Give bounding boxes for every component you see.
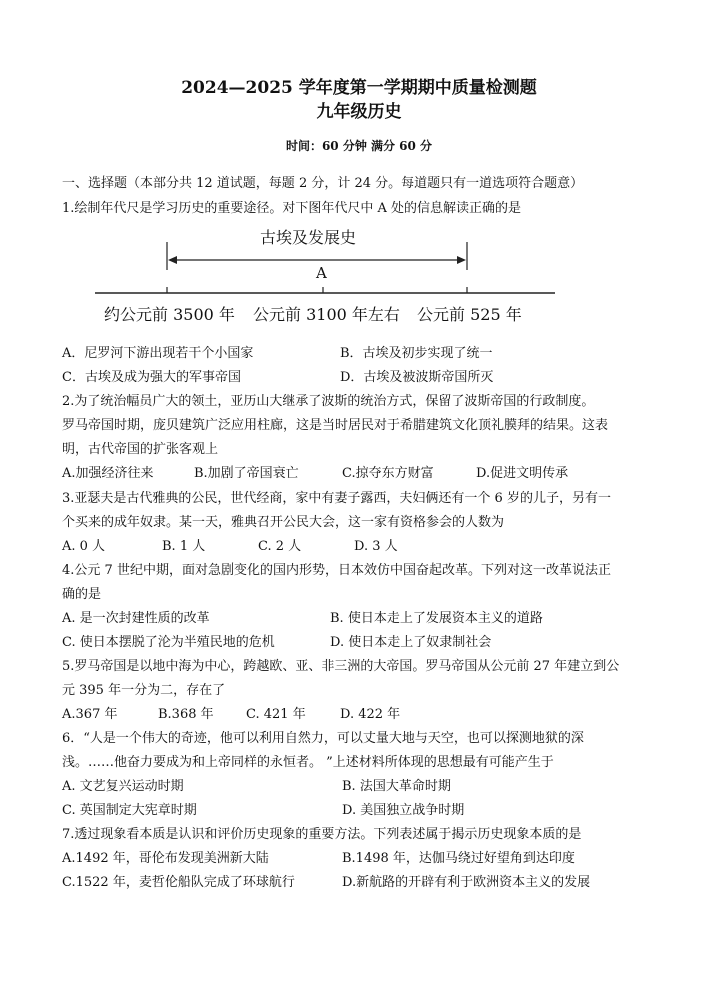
- q3-option-a: A. 0 人: [62, 539, 106, 554]
- timeline-label-mid: 公元前 3100 年左右: [253, 305, 400, 324]
- q7-option-b: B.1498 年，达伽马绕过好望角到达印度: [342, 851, 575, 866]
- q2-option-b: B.加剧了帝国衰亡: [194, 466, 299, 481]
- q7-option-d: D.新航路的开辟有利于欧洲资本主义的发展: [342, 875, 591, 890]
- question-4-line2: 确的是: [62, 587, 102, 602]
- q1-option-c: C．古埃及成为强大的军事帝国: [62, 370, 241, 385]
- question-7-line1: 7.透过现象看本质是认识和评价历史现象的重要方法。下列表述属于揭示历史现象本质的是: [62, 827, 582, 842]
- question-2-line2: 罗马帝国时期，庞贝建筑广泛应用柱廊，这是当时居民对于希腊建筑文化顶礼膜拜的结果。这表: [62, 418, 609, 433]
- q7-option-c: C.1522 年，麦哲伦船队完成了环球航行: [62, 875, 295, 890]
- q6-option-a: A. 文艺复兴运动时期: [62, 779, 184, 794]
- timeline-marker-a: A: [316, 264, 327, 282]
- time-info: 时间：60 分钟 满分 60 分: [285, 139, 433, 153]
- q1-option-d: D．古埃及被波斯帝国所灭: [340, 370, 494, 385]
- q3-option-b: B. 1 人: [162, 539, 206, 554]
- arrow-right-head: [457, 256, 466, 264]
- q2-option-c: C.掠夺东方财富: [342, 466, 434, 481]
- exam-subtitle: 九年级历史: [316, 102, 402, 122]
- question-2-line1: 2.为了统治幅员广大的领土，亚历山大继承了波斯的统治方式，保留了波斯帝国的行政制度。: [62, 394, 595, 409]
- question-6-line2: 浅。……他奋力要成为和上帝同样的永恒者。 ”上述材料所体现的思想最有可能产生于: [62, 755, 554, 770]
- question-5-line2: 元 395 年一分为二，存在了: [62, 683, 226, 698]
- q6-option-d: D. 美国独立战争时期: [342, 803, 465, 818]
- arrow-left-head: [168, 256, 177, 264]
- q6-option-c: C. 英国制定大宪章时期: [62, 803, 197, 818]
- q7-option-a: A.1492 年，哥伦布发现美洲新大陆: [62, 851, 269, 866]
- question-3-line2: 个买来的成年奴隶。某一天，雅典召开公民大会，这一家有资格参会的人数为: [62, 515, 505, 530]
- q3-option-c: C. 2 人: [258, 539, 302, 554]
- section-heading: 一、选择题（本部分共 12 道试题，每题 2 分，计 24 分。每道题只有一道选项符合题意）: [62, 176, 584, 191]
- question-2-line3: 明，古代帝国的扩张客观上: [62, 442, 219, 457]
- q1-option-a: A．尼罗河下游出现若干个小国家: [62, 346, 254, 361]
- timeline-label-right: 公元前 525 年: [417, 305, 522, 324]
- q5-option-b: B.368 年: [158, 707, 214, 722]
- q4-option-a: A. 是一次封建性质的改革: [62, 611, 210, 626]
- question-6-line1: 6．“人是一个伟大的奇迹，他可以利用自然力，可以丈量大地与天空，也可以探测地狱的深: [62, 731, 584, 746]
- q6-option-b: B. 法国大革命时期: [342, 779, 451, 794]
- question-1-stem: 1.绘制年代尺是学习历史的重要途径。对下图年代尺中 A 处的信息解读正确的是: [62, 201, 522, 216]
- q3-option-d: D. 3 人: [354, 539, 398, 554]
- q4-option-c: C. 使日本摆脱了沦为半殖民地的危机: [62, 635, 275, 650]
- question-3-line1: 3.亚瑟夫是古代雅典的公民，世代经商，家中有妻子露西，夫妇俩还有一个 6 岁的儿子，另有一: [62, 491, 611, 506]
- timeline-label-left: 约公元前 3500 年: [104, 305, 235, 324]
- q2-option-a: A.加强经济往来: [62, 466, 154, 481]
- timeline-figure: [90, 222, 560, 332]
- question-4-line1: 4.公元 7 世纪中期，面对急剧变化的国内形势，日本效仿中国奋起改革。下列对这一改革说法正: [62, 563, 611, 578]
- q4-option-d: D. 使日本走上了奴隶制社会: [330, 635, 492, 650]
- timeline-title: 古埃及发展史: [260, 228, 357, 247]
- q1-option-b: B．古埃及初步实现了统一: [340, 346, 493, 361]
- q4-option-b: B. 使日本走上了发展资本主义的道路: [330, 611, 543, 626]
- q5-option-c: C. 421 年: [246, 707, 306, 722]
- q5-option-a: A.367 年: [62, 707, 118, 722]
- q2-option-d: D.促进文明传承: [476, 466, 569, 481]
- question-5-line1: 5.罗马帝国是以地中海为中心，跨越欧、亚、非三洲的大帝国。罗马帝国从公元前 27 年建立到公: [62, 659, 620, 674]
- exam-title: 2024—2025 学年度第一学期期中质量检测题: [181, 78, 537, 98]
- q5-option-d: D. 422 年: [340, 707, 401, 722]
